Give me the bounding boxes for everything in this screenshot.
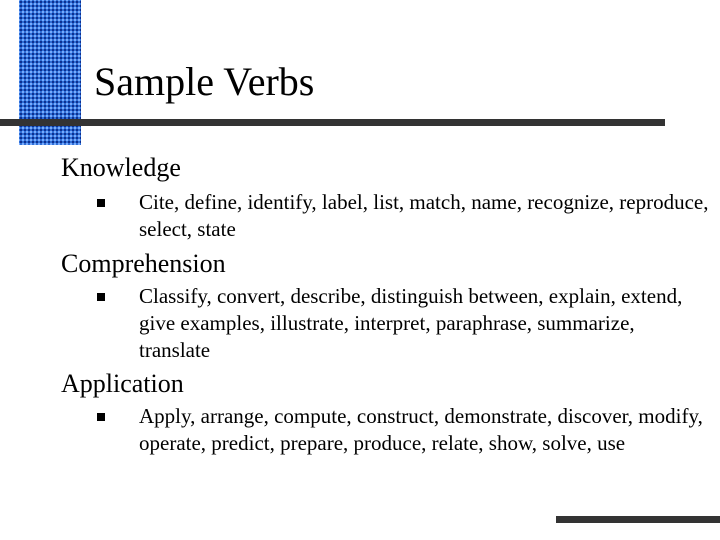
section-heading-comprehension: Comprehension xyxy=(61,249,226,278)
slide-title: Sample Verbs xyxy=(94,59,315,104)
list-item-knowledge-verbs: Cite, define, identify, label, list, match, name, recognize, reproduce, select, state xyxy=(139,190,709,241)
square-bullet-icon xyxy=(97,199,105,207)
section-heading-application: Application xyxy=(61,369,184,398)
title-underline-rule xyxy=(0,119,665,126)
footer-rule xyxy=(556,516,720,523)
list-item-comprehension-verbs: Classify, convert, describe, distinguish between, explain, extend, give examples, illustrate, interpret, paraphrase, summarize, translate xyxy=(139,284,683,362)
square-bullet-icon xyxy=(97,413,105,421)
section-heading-knowledge: Knowledge xyxy=(61,153,181,182)
list-item-application-verbs: Apply, arrange, compute, construct, demonstrate, discover, modify, operate, predict, prepare, produce, relate, show, solve, use xyxy=(139,404,703,455)
square-bullet-icon xyxy=(97,293,105,301)
